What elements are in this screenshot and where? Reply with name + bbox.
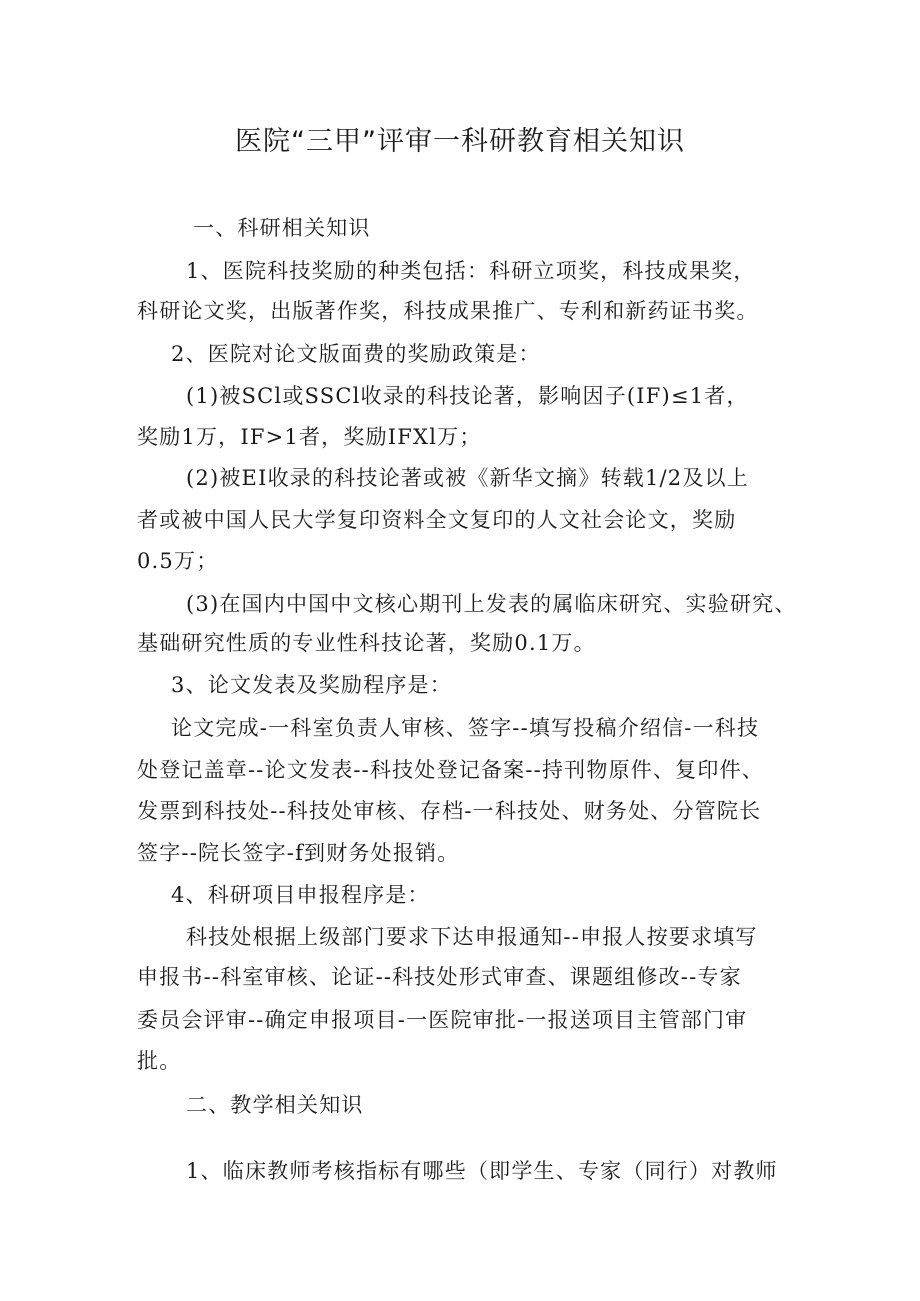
paragraph-line: 4、科研项目申报程序是：	[171, 883, 430, 907]
paragraph-line: 发票到科技处--科技处审核、存档-一科技处、财务处、分管院长	[137, 799, 762, 823]
paragraph-line: (2)被EI收录的科技论著或被《新华文摘》转载1/2及以上	[186, 466, 749, 490]
paragraph-line: 科研论文奖，出版著作奖，科技成果推广、专利和新药证书奖。	[137, 299, 759, 323]
paragraph-line: 2、医院对论文版面费的奖励政策是：	[171, 342, 541, 366]
paragraph-line: 0.5万；	[137, 549, 219, 573]
paragraph-line: 申报书--科室审核、论证--科技处形式审查、课题组修改--专家	[137, 965, 742, 989]
paragraph-line: 1、临床教师考核指标有哪些（即学生、专家（同行）对教师	[186, 1159, 778, 1183]
paragraph-line: 签字--院长签字-f到财务处报销。	[137, 841, 460, 865]
paragraph-line: 者或被中国人民大学复印资料全文复印的人文社会论文，奖励	[137, 508, 737, 532]
paragraph-line: 论文完成-一科室负责人审核、签字--填写投稿介绍信-一科技	[171, 716, 760, 740]
section-heading-research: 一、科研相关知识	[193, 216, 371, 240]
paragraph-line: 3、论文发表及奖励程序是：	[171, 673, 452, 697]
paragraph-line: (1)被SCl或SSCl收录的科技论著，影响因子(IF)≤1者，	[186, 384, 749, 408]
paragraph-line: 奖励1万，IF>1者，奖励IFXl万；	[137, 425, 482, 449]
paragraph-line: 批。	[137, 1049, 182, 1073]
paragraph-line: (3)在国内中国中文核心期刊上发表的属临床研究、实验研究、	[186, 592, 797, 616]
page-title: 医院“三甲”评审一科研教育相关知识	[235, 126, 685, 157]
section-heading-teaching: 二、教学相关知识	[186, 1093, 364, 1117]
paragraph-line: 基础研究性质的专业性科技论著，奖励0.1万。	[137, 631, 596, 655]
paragraph-line: 科技处根据上级部门要求下达申报通知--申报人按要求填写	[186, 925, 758, 949]
paragraph-line: 委员会评审--确定申报项目-一医院审批-一报送项目主管部门审	[137, 1008, 748, 1032]
paragraph-line: 1、医院科技奖励的种类包括：科研立项奖，科技成果奖，	[186, 259, 756, 283]
paragraph-line: 处登记盖章--论文发表--科技处登记备案--持刊物原件、复印件、	[137, 758, 764, 782]
